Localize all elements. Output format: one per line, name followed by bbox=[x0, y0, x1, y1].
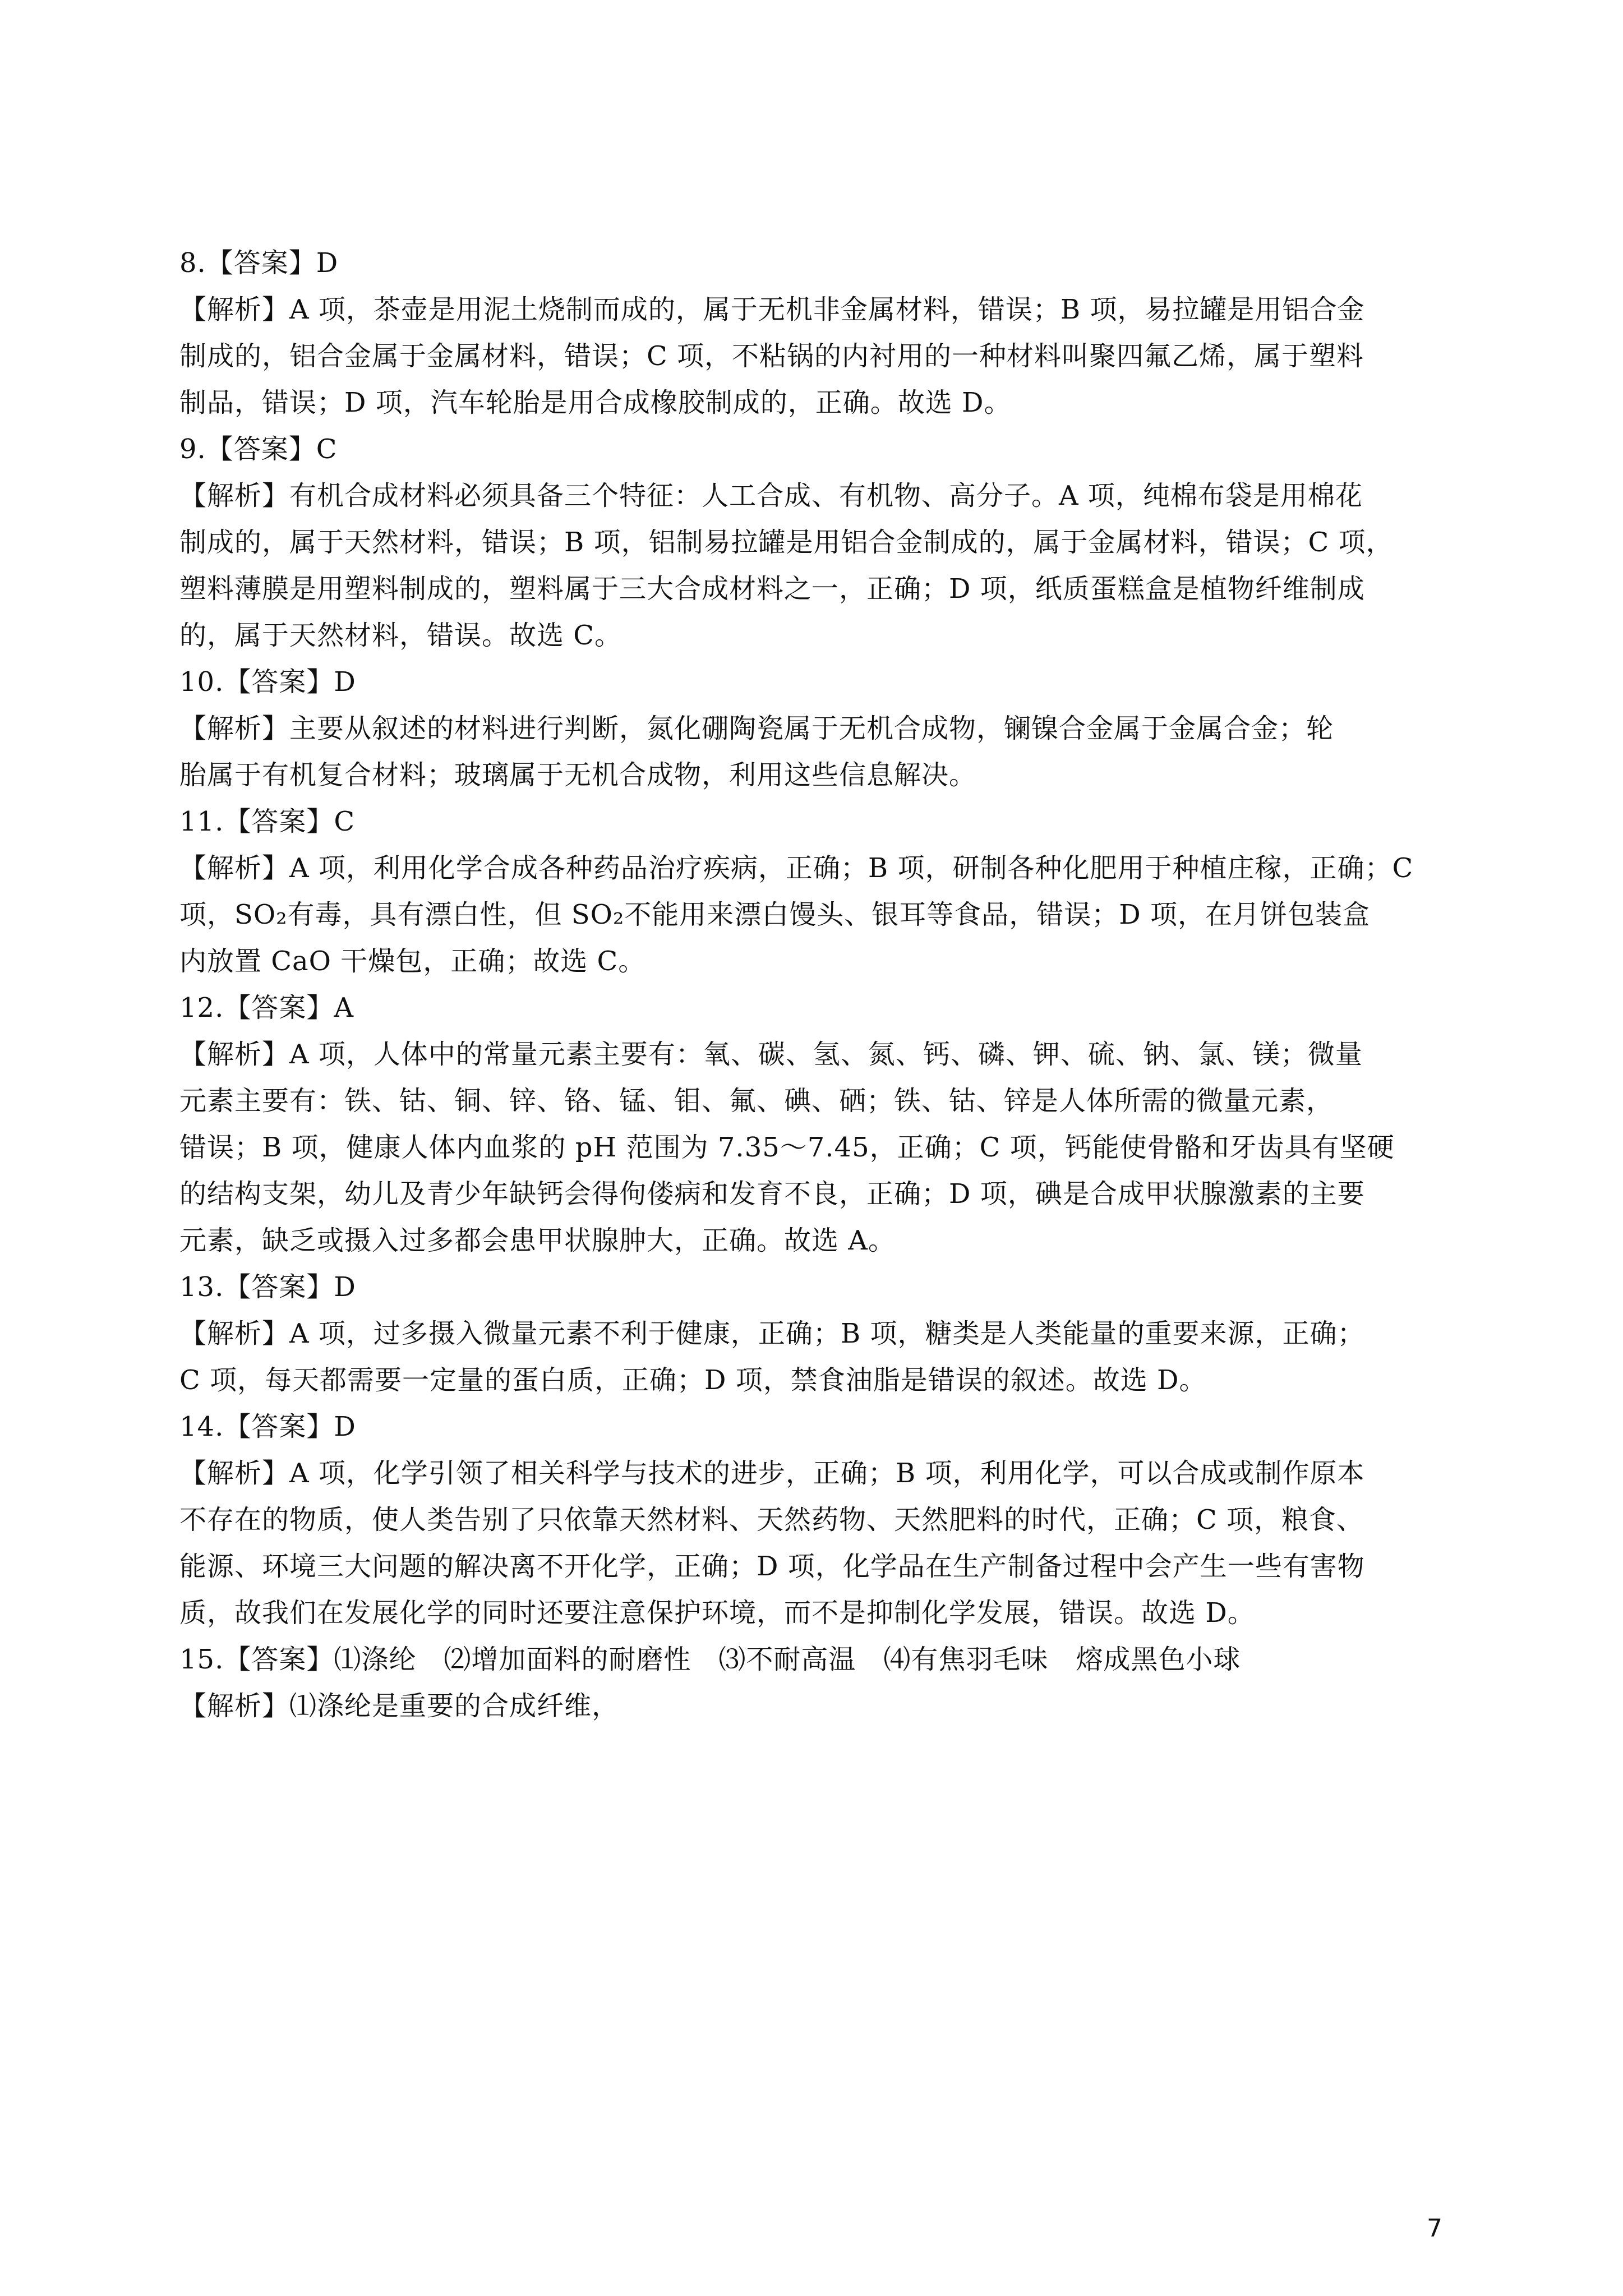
text-line: 制品，错误；D 项，汽车轮胎是用合成橡胶制成的，正确。故选 D。 bbox=[179, 387, 1012, 418]
text-line: C 项，每天都需要一定量的蛋白质，正确；D 项，禁食油脂是错误的叙述。故选 D。 bbox=[179, 1364, 1207, 1396]
text-line: 14.【答案】D bbox=[179, 1411, 356, 1442]
text-line: 12.【答案】A bbox=[179, 992, 354, 1023]
text-line: 10.【答案】D bbox=[179, 666, 356, 698]
text-line: 15.【答案】⑴涤纶 ⑵增加面料的耐磨性 ⑶不耐高温 ⑷有焦羽毛味 熔成黑色小球 bbox=[179, 1644, 1241, 1675]
text-line: 制成的，铝合金属于金属材料，错误；C 项，不粘锅的内衬用的一种材料叫聚四氟乙烯，属于塑料 bbox=[179, 340, 1364, 372]
text-line: 9.【答案】C bbox=[179, 434, 338, 465]
answer-text-body bbox=[179, 240, 1464, 1730]
text-line: 元素，缺乏或摄入过多都会患甲状腺肿大，正确。故选 A。 bbox=[179, 1225, 896, 1256]
text-line: 元素主要有：铁、钴、铜、锌、铬、锰、钼、氟、碘、硒；铁、钴、锌是人体所需的微量元素， bbox=[179, 1085, 1334, 1117]
text-line: 【解析】主要从叙述的材料进行判断，氮化硼陶瓷属于无机合成物，镧镍合金属于金属合金；轮 bbox=[179, 713, 1334, 744]
text-line: 错误；B 项，健康人体内血浆的 pH 范围为 7.35～7.45，正确；C 项，钙能使骨骼和牙齿具有坚硬 bbox=[179, 1132, 1395, 1163]
text-line: 8.【答案】D bbox=[179, 247, 339, 279]
text-line: 项，SO₂有毒，具有漂白性，但 SO₂不能用来漂白馒头、银耳等食品，错误；D 项，在月饼包装盒 bbox=[179, 899, 1370, 930]
text-line: 【解析】A 项，人体中的常量元素主要有：氧、碳、氢、氮、钙、磷、钾、硫、钠、氯、镁；微量 bbox=[179, 1039, 1363, 1070]
text-line: 13.【答案】D bbox=[179, 1271, 356, 1303]
text-line: 【解析】A 项，利用化学合成各种药品治疗疾病，正确；B 项，研制各种化肥用于种植庄稼，正确；C bbox=[179, 852, 1414, 884]
text-line: 【解析】有机合成材料必须具备三个特征：人工合成、有机物、高分子。A 项，纯棉布袋是用棉花 bbox=[179, 480, 1363, 511]
text-line: 【解析】A 项，茶壶是用泥土烧制而成的，属于无机非金属材料，错误；B 项，易拉罐是用铝合金 bbox=[179, 294, 1365, 325]
text-line: 制成的，属于天然材料，错误；B 项，铝制易拉罐是用铝合金制成的，属于金属材料，错误；C 项， bbox=[179, 527, 1394, 558]
text-line: 【解析】A 项，化学引领了相关科学与技术的进步，正确；B 项，利用化学，可以合成或制作原本 bbox=[179, 1458, 1365, 1489]
text-line: 【解析】A 项，过多摄入微量元素不利于健康，正确；B 项，糖类是人类能量的重要来源，正确； bbox=[179, 1318, 1365, 1349]
text-line: 的结构支架，幼儿及青少年缺钙会得佝偻病和发育不良，正确；D 项，碘是合成甲状腺激素的主要 bbox=[179, 1178, 1365, 1210]
text-line: 不存在的物质，使人类告别了只依靠天然材料、天然药物、天然肥料的时代，正确；C 项，粮食、 bbox=[179, 1504, 1364, 1536]
text-line: 【解析】⑴涤纶是重要的合成纤维， bbox=[179, 1690, 620, 1722]
text-line: 质，故我们在发展化学的同时还要注意保护环境，而不是抑制化学发展，错误。故选 D。 bbox=[179, 1597, 1255, 1629]
text-line: 的，属于天然材料，错误。故选 C。 bbox=[179, 620, 622, 651]
text-line: 内放置 CaO 干燥包，正确；故选 C。 bbox=[179, 946, 646, 977]
text-line: 胎属于有机复合材料；玻璃属于无机合成物，利用这些信息解决。 bbox=[179, 759, 977, 791]
text-line: 11.【答案】C bbox=[179, 806, 356, 837]
page-number: 7 bbox=[1427, 2214, 1442, 2243]
text-line: 能源、环境三大问题的解决离不开化学，正确；D 项，化学品在生产制备过程中会产生一些有害物 bbox=[179, 1551, 1365, 1582]
text-line: 塑料薄膜是用塑料制成的，塑料属于三大合成材料之一，正确；D 项，纸质蛋糕盒是植物纤维制成 bbox=[179, 573, 1365, 605]
